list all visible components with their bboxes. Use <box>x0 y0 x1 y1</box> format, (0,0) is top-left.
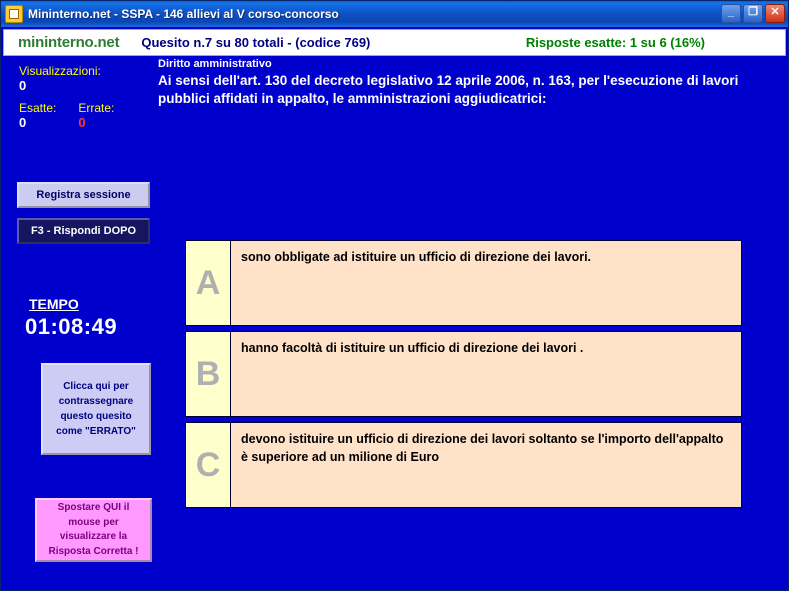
question-counter: Quesito n.7 su 80 totali - (codice 769) <box>141 35 371 50</box>
maximize-icon: ❐ <box>748 6 758 18</box>
answer-text-a: sono obbligate ad istituire un ufficio di direzione dei lavori. <box>231 241 741 325</box>
window-title: Mininterno.net - SSPA - 146 allievi al V corso-concorso <box>28 7 339 21</box>
wrong-value: 0 <box>78 115 86 130</box>
header-bar <box>3 29 786 56</box>
stats-row <box>19 101 152 130</box>
views-label: Visualizzazioni: <box>19 64 101 78</box>
views-value: 0 <box>19 78 27 93</box>
show-correct-answer-label: Spostare QUI il mouse per visualizzare la Risposta Corretta ! <box>48 502 139 557</box>
wrong-stat <box>78 101 114 130</box>
title-bar[interactable] <box>1 1 788 27</box>
correct-answers-stat: Risposte esatte: 1 su 6 (16%) <box>525 35 705 50</box>
answer-text-c: devono istituire un ufficio di direzione dei lavori soltanto se l'importo dell'appalto è superiore ad un milione di Euro <box>231 423 741 507</box>
brand-logo: mininterno.net <box>18 34 120 51</box>
answer-letter-a: A <box>186 241 231 325</box>
question-text: Ai sensi dell'art. 130 del decreto legislativo 12 aprile 2006, n. 163, per l'esecuzione di lavori pubblici affidati in appalto, le amministrazioni aggiudicatrici: <box>158 73 739 107</box>
window-controls <box>721 4 785 23</box>
answer-text-b: hanno facoltà di istituire un ufficio di direzione dei lavori . <box>231 332 741 416</box>
mark-wrong-label: Clicca qui per contrassegnare questo quesito come "ERRATO" <box>56 381 136 437</box>
timer-value: 01:08:49 <box>25 314 118 339</box>
app-icon <box>5 5 23 23</box>
register-session-button[interactable]: Registra sessione <box>17 182 150 208</box>
show-correct-answer-button[interactable] <box>35 498 152 562</box>
close-button[interactable] <box>765 4 785 23</box>
answers-list <box>185 240 742 513</box>
answer-letter-c: C <box>186 423 231 507</box>
answer-letter-b: B <box>186 332 231 416</box>
timer-label: TEMPO <box>29 296 79 312</box>
wrong-label: Errate: <box>78 101 115 115</box>
question-category: Diritto amministrativo <box>158 58 272 70</box>
answer-option-a[interactable] <box>185 240 742 326</box>
stats-block <box>11 58 156 130</box>
maximize-button[interactable] <box>743 4 763 23</box>
answer-later-button[interactable]: F3 - Rispondi DOPO <box>17 218 150 244</box>
close-icon: ✕ <box>770 6 780 18</box>
mark-wrong-button[interactable] <box>41 363 151 455</box>
minimize-icon: _ <box>727 6 735 18</box>
minimize-button[interactable] <box>721 4 741 23</box>
correct-stat <box>19 101 56 130</box>
content-area <box>3 58 786 586</box>
answer-option-b[interactable] <box>185 331 742 417</box>
sidebar <box>11 58 156 586</box>
correct-value: 0 <box>19 115 27 130</box>
correct-label: Esatte: <box>19 101 57 115</box>
question-area <box>158 58 780 108</box>
answer-option-c[interactable] <box>185 422 742 508</box>
